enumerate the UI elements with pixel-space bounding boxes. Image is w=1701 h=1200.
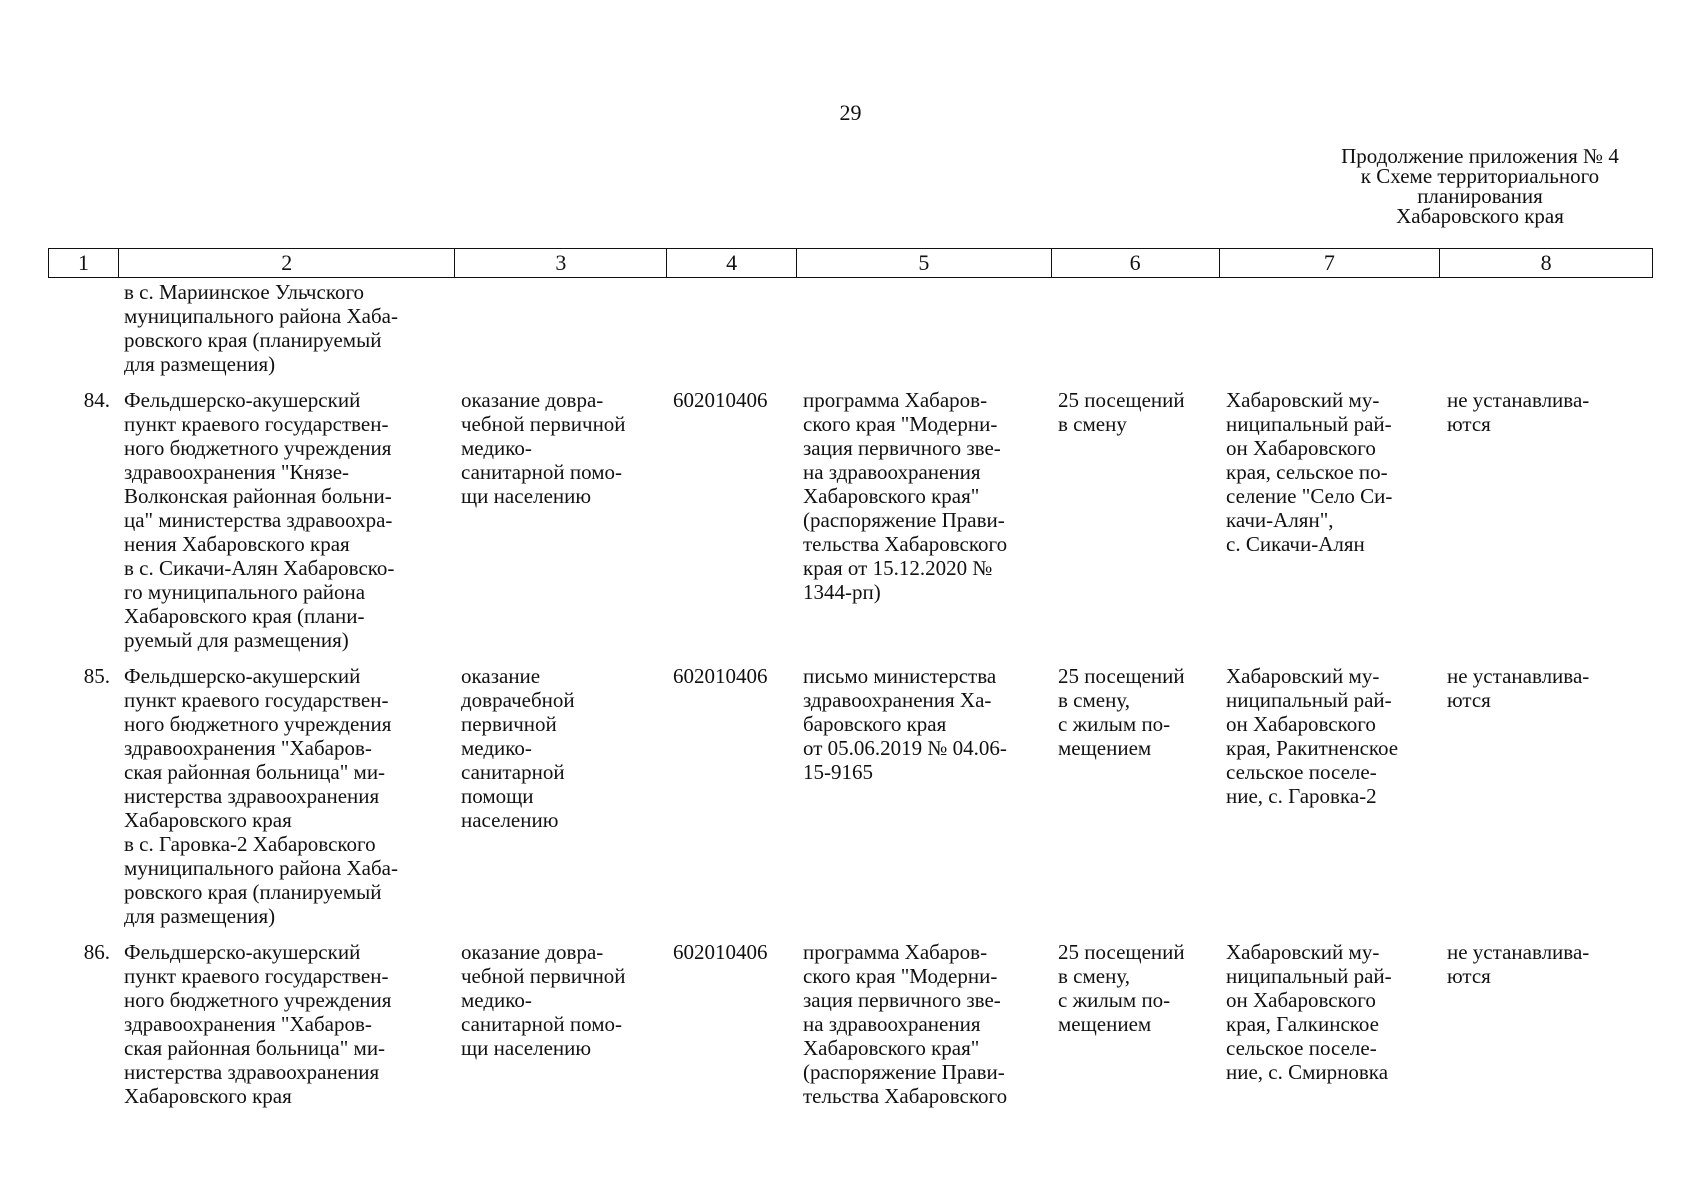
continuation-line: Хабаровского края bbox=[1396, 204, 1564, 228]
text-line: щи населению bbox=[461, 484, 592, 508]
text-line: селение "Село Си- bbox=[1226, 484, 1393, 508]
text-line: с жилым по- bbox=[1058, 988, 1171, 1012]
text-line: ние, с. Смирновка bbox=[1226, 1060, 1389, 1084]
text-line: тельства Хабаровского bbox=[803, 532, 1008, 556]
text-line: Хабаровского края bbox=[124, 1084, 292, 1108]
text-line: Хабаровского края bbox=[124, 808, 292, 832]
text-line: санитарной помо- bbox=[461, 1012, 622, 1036]
column-number-header bbox=[48, 248, 1653, 278]
column-header: 5 bbox=[797, 249, 1052, 277]
text-line: Хабаровский му- bbox=[1226, 940, 1380, 964]
text-line: ская районная больница" ми- bbox=[124, 760, 386, 784]
text-line: санитарной помо- bbox=[461, 460, 622, 484]
text-line: в смену, bbox=[1058, 688, 1130, 712]
text-line: в с. Мариинское Ульчского bbox=[124, 280, 365, 304]
code-cell bbox=[667, 280, 797, 376]
row-number-cell: 86. bbox=[83, 940, 110, 964]
code-cell: 602010406 bbox=[673, 388, 768, 412]
text-line: Хабаровский му- bbox=[1226, 664, 1380, 688]
text-line: не устанавлива- bbox=[1447, 664, 1590, 688]
text-line: доврачебной bbox=[461, 688, 575, 712]
text-line: первичной bbox=[461, 712, 557, 736]
column-header: 6 bbox=[1052, 249, 1220, 277]
text-line: тельства Хабаровского bbox=[803, 1084, 1008, 1108]
table-body bbox=[48, 280, 1653, 1108]
text-line: Волконская районная больни- bbox=[124, 484, 392, 508]
text-line: 25 посещений bbox=[1058, 940, 1185, 964]
object-name-cell bbox=[118, 940, 455, 1108]
text-line: сельское поселе- bbox=[1226, 760, 1377, 784]
zone-cell bbox=[1441, 280, 1653, 376]
text-line: оказание bbox=[461, 664, 541, 688]
row-number-cell: 85. bbox=[83, 664, 110, 688]
basis-cell bbox=[797, 940, 1052, 1108]
text-line: ниципальный рай- bbox=[1226, 412, 1392, 436]
location-cell bbox=[1220, 664, 1441, 928]
text-line: в смену bbox=[1058, 412, 1127, 436]
text-line: для размещения) bbox=[124, 904, 276, 928]
text-line: ская районная больница" ми- bbox=[124, 1036, 386, 1060]
text-line: края, Галкинское bbox=[1226, 1012, 1379, 1036]
continuation-line: к Схеме территориального bbox=[1360, 164, 1600, 188]
text-line: ниципальный рай- bbox=[1226, 688, 1392, 712]
column-header: 3 bbox=[455, 249, 667, 277]
text-line: 15-9165 bbox=[803, 760, 873, 784]
table-row bbox=[48, 664, 1653, 928]
text-line: (распоряжение Прави- bbox=[803, 1060, 1005, 1084]
text-line: края, сельское по- bbox=[1226, 460, 1388, 484]
text-line: ского края "Модерни- bbox=[803, 964, 998, 988]
object-name-cell bbox=[118, 280, 455, 376]
text-line: от 05.06.2019 № 04.06- bbox=[803, 736, 1007, 760]
text-line: ровского края (планируемый bbox=[124, 880, 382, 904]
location-cell bbox=[1220, 940, 1441, 1108]
purpose-cell bbox=[455, 388, 667, 652]
text-line: в смену, bbox=[1058, 964, 1130, 988]
text-line: на здравоохранения bbox=[803, 460, 981, 484]
text-line: медико- bbox=[461, 988, 532, 1012]
capacity-cell bbox=[1052, 940, 1220, 1108]
text-line: края от 15.12.2020 № bbox=[803, 556, 993, 580]
text-line: в с. Гаровка-2 Хабаровского bbox=[124, 832, 376, 856]
text-line: не устанавлива- bbox=[1447, 940, 1590, 964]
text-line: здравоохранения "Хабаров- bbox=[124, 736, 372, 760]
text-line: оказание довра- bbox=[461, 388, 604, 412]
text-line: не устанавлива- bbox=[1447, 388, 1590, 412]
zone-cell bbox=[1441, 940, 1653, 1108]
text-line: здравоохранения Ха- bbox=[803, 688, 992, 712]
code-cell: 602010406 bbox=[673, 664, 768, 688]
text-line: ровского края (планируемый bbox=[124, 328, 382, 352]
location-cell bbox=[1220, 388, 1441, 652]
object-name-cell bbox=[118, 664, 455, 928]
text-line: баровского края bbox=[803, 712, 947, 736]
object-name-cell bbox=[118, 388, 455, 652]
text-line: края, Ракитненское bbox=[1226, 736, 1399, 760]
zone-cell bbox=[1441, 664, 1653, 928]
basis-cell bbox=[797, 280, 1052, 376]
text-line: в с. Сикачи-Алян Хабаровско- bbox=[124, 556, 395, 580]
text-line: зация первичного зве- bbox=[803, 988, 1001, 1012]
text-line: медико- bbox=[461, 436, 532, 460]
table-row bbox=[48, 940, 1653, 1108]
text-line: ются bbox=[1447, 964, 1491, 988]
text-line: муниципального района Хаба- bbox=[124, 304, 398, 328]
text-line: оказание довра- bbox=[461, 940, 604, 964]
text-line: (распоряжение Прави- bbox=[803, 508, 1005, 532]
text-line: Фельдшерско-акушерский bbox=[124, 940, 361, 964]
text-line: санитарной bbox=[461, 760, 565, 784]
text-line: качи-Алян", bbox=[1226, 508, 1334, 532]
text-line: с жилым по- bbox=[1058, 712, 1171, 736]
text-line: ние, с. Гаровка-2 bbox=[1226, 784, 1377, 808]
text-line: руемый для размещения) bbox=[124, 628, 349, 652]
text-line: на здравоохранения bbox=[803, 1012, 981, 1036]
column-header: 2 bbox=[119, 249, 456, 277]
text-line: ются bbox=[1447, 412, 1491, 436]
basis-cell bbox=[797, 664, 1052, 928]
capacity-cell bbox=[1052, 280, 1220, 376]
capacity-cell bbox=[1052, 388, 1220, 652]
text-line: го муниципального района bbox=[124, 580, 366, 604]
text-line: здравоохранения "Хабаров- bbox=[124, 1012, 372, 1036]
text-line: 25 посещений bbox=[1058, 664, 1185, 688]
text-line: сельское поселе- bbox=[1226, 1036, 1377, 1060]
text-line: он Хабаровского bbox=[1226, 436, 1376, 460]
text-line: 25 посещений bbox=[1058, 388, 1185, 412]
text-line: ются bbox=[1447, 688, 1491, 712]
basis-cell bbox=[797, 388, 1052, 652]
column-header: 4 bbox=[667, 249, 797, 277]
code-cell: 602010406 bbox=[673, 940, 768, 964]
text-line: чебной первичной bbox=[461, 964, 626, 988]
text-line: ного бюджетного учреждения bbox=[124, 988, 392, 1012]
text-line: Хабаровского края" bbox=[803, 1036, 980, 1060]
zone-cell bbox=[1441, 388, 1653, 652]
continuation-line: планирования bbox=[1417, 184, 1543, 208]
text-line: 1344-рп) bbox=[803, 580, 881, 604]
table-row bbox=[48, 280, 1653, 376]
purpose-cell bbox=[455, 280, 667, 376]
text-line: пункт краевого государствен- bbox=[124, 412, 389, 436]
text-line: ного бюджетного учреждения bbox=[124, 712, 392, 736]
text-line: мещением bbox=[1058, 1012, 1152, 1036]
column-header: 8 bbox=[1540, 250, 1552, 275]
row-number-cell: 84. bbox=[83, 388, 110, 412]
purpose-cell bbox=[455, 940, 667, 1108]
text-line: пункт краевого государствен- bbox=[124, 964, 389, 988]
text-line: мещением bbox=[1058, 736, 1152, 760]
text-line: Хабаровский му- bbox=[1226, 388, 1380, 412]
text-line: нистерства здравоохранения bbox=[124, 784, 380, 808]
column-header: 1 bbox=[49, 249, 119, 277]
text-line: с. Сикачи-Алян bbox=[1226, 532, 1365, 556]
row-number-cell bbox=[48, 280, 118, 376]
continuation-header bbox=[1300, 146, 1660, 226]
column-header: 7 bbox=[1220, 249, 1441, 277]
text-line: помощи bbox=[461, 784, 534, 808]
text-line: щи населению bbox=[461, 1036, 592, 1060]
text-line: ного бюджетного учреждения bbox=[124, 436, 392, 460]
text-line: для размещения) bbox=[124, 352, 276, 376]
text-line: ца" министерства здравоохра- bbox=[124, 508, 393, 532]
text-line: Хабаровского края" bbox=[803, 484, 980, 508]
capacity-cell bbox=[1052, 664, 1220, 928]
text-line: программа Хабаров- bbox=[803, 388, 988, 412]
text-line: программа Хабаров- bbox=[803, 940, 988, 964]
page-number: 29 bbox=[839, 100, 862, 125]
text-line: ского края "Модерни- bbox=[803, 412, 998, 436]
text-line: чебной первичной bbox=[461, 412, 626, 436]
text-line: зация первичного зве- bbox=[803, 436, 1001, 460]
purpose-cell bbox=[455, 664, 667, 928]
text-line: письмо министерства bbox=[803, 664, 997, 688]
text-line: населению bbox=[461, 808, 559, 832]
text-line: он Хабаровского bbox=[1226, 988, 1376, 1012]
text-line: нистерства здравоохранения bbox=[124, 1060, 380, 1084]
text-line: он Хабаровского bbox=[1226, 712, 1376, 736]
text-line: нения Хабаровского края bbox=[124, 532, 350, 556]
text-line: муниципального района Хаба- bbox=[124, 856, 398, 880]
text-line: медико- bbox=[461, 736, 532, 760]
continuation-line: Продолжение приложения № 4 bbox=[1341, 144, 1619, 168]
location-cell bbox=[1220, 280, 1441, 376]
text-line: здравоохранения "Князе- bbox=[124, 460, 350, 484]
text-line: Фельдшерско-акушерский bbox=[124, 664, 361, 688]
text-line: Хабаровского края (плани- bbox=[124, 604, 365, 628]
table-row bbox=[48, 388, 1653, 652]
text-line: ниципальный рай- bbox=[1226, 964, 1392, 988]
text-line: Фельдшерско-акушерский bbox=[124, 388, 361, 412]
text-line: пункт краевого государствен- bbox=[124, 688, 389, 712]
